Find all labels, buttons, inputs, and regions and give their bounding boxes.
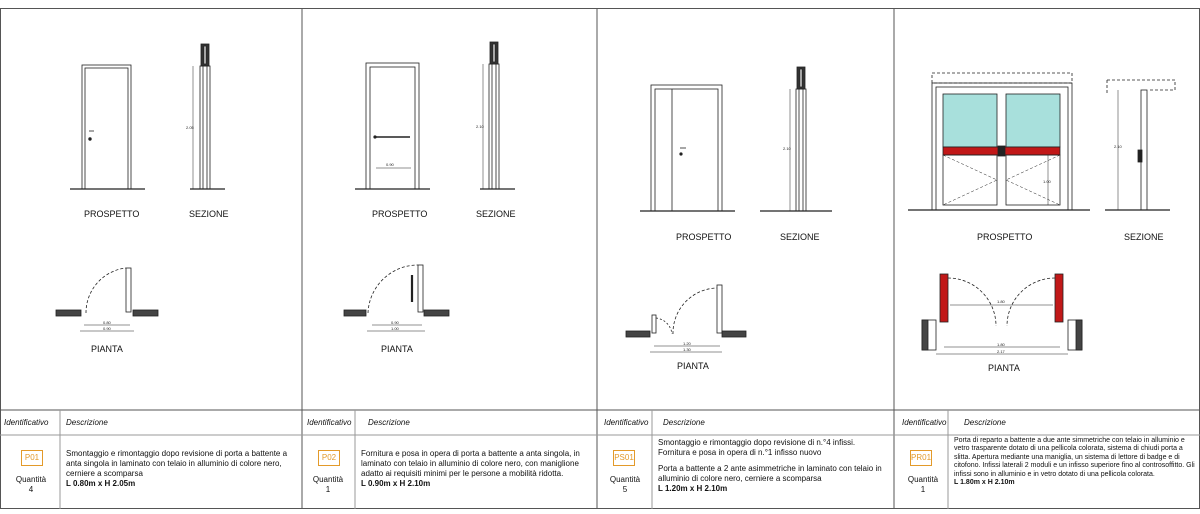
pr01-plan-swing-width: 1.80: [997, 299, 1005, 304]
p01-pianta-label: PIANTA: [91, 344, 123, 354]
pr01-code-badge: PR01: [910, 450, 932, 466]
ps01-section: [760, 67, 832, 211]
p02-code-badge: P02: [318, 450, 340, 466]
p01-code-badge: P01: [21, 450, 43, 466]
pr01-elevation-height: 1.00: [1043, 179, 1051, 184]
p01-description-text: Smontaggio e rimontaggio dopo revisione di porta a battente a anta singola in laminato con telaio in alluminio di colore nero, cerniere a scomparsa: [66, 449, 288, 478]
p02-description-text: Fornitura e posa in opera di porta a battente a anta singola, in laminato con telaio in alluminio di colore nero, con maniglione adatto ai requisiti minimi per le persone a mobilità ridotta.: [361, 449, 580, 478]
p01-description: [66, 449, 296, 489]
table-header-pr01: [894, 410, 1200, 435]
p01-size: L 0.80m x H 2.05m: [66, 479, 136, 488]
p02-elevation-width: 0.90: [386, 162, 394, 167]
p02-section-height: 2.10: [476, 124, 484, 129]
p02-quantity-label: Quantità: [312, 475, 344, 484]
p02-prospetto-label: PROSPETTO: [372, 209, 428, 219]
p02-plan-width-inner: 0.90: [391, 320, 399, 325]
ps01-prospetto-label: PROSPETTO: [676, 232, 732, 242]
ps01-elevation: [640, 85, 735, 211]
pr01-sezione-label: SEZIONE: [1124, 232, 1164, 242]
identificativo-header: Identificativo: [307, 418, 352, 427]
ps01-size: L 1.20m x H 2.10m: [658, 484, 728, 493]
pr01-description: [954, 437, 1196, 487]
p01-section: [190, 44, 225, 189]
descrizione-header: Descrizione: [964, 418, 1006, 427]
p01-elevation: [70, 65, 145, 189]
table-header-p02: [302, 410, 597, 435]
pr01-section-height: 2.10: [1114, 144, 1122, 149]
p02-description: [361, 449, 591, 489]
pr01-elevation: [908, 73, 1090, 210]
p02-pianta-label: PIANTA: [381, 344, 413, 354]
door-schedule-table: [0, 410, 1200, 509]
ps01-sezione-label: SEZIONE: [780, 232, 820, 242]
pr01-plan-width-outer: 2.17: [997, 349, 1005, 354]
ps01-description-line-3: Porta a battente a 2 ante asimmetriche in laminato con telaio in alluminio di colore nero, cerniere a scomparsa: [658, 464, 882, 483]
p02-section: [480, 42, 515, 189]
ps01-pianta-label: PIANTA: [677, 361, 709, 371]
descrizione-header: Descrizione: [66, 418, 108, 427]
ps01-description: [658, 438, 890, 494]
p01-sezione-label: SEZIONE: [189, 209, 229, 219]
p02-size: L 0.90m x H 2.10m: [361, 479, 431, 488]
pr01-quantity-label: Quantità: [907, 475, 939, 484]
p01-section-height: 2.05: [186, 125, 194, 130]
identificativo-header: Identificativo: [902, 418, 947, 427]
pr01-plan-width-inner: 1.80: [997, 342, 1005, 347]
ps01-description-line-2: Fornitura e posa in opera di n.°1 infisso nuovo: [658, 448, 822, 457]
p01-plan-width-inner: 0.80: [103, 320, 111, 325]
pr01-prospetto-label: PROSPETTO: [977, 232, 1033, 242]
ps01-quantity-value: 5: [622, 485, 628, 494]
p01-quantity-label: Quantità: [15, 475, 47, 484]
descrizione-header: Descrizione: [663, 418, 705, 427]
table-header-ps01: [597, 410, 894, 435]
ps01-plan-width-outer: 1.30: [683, 347, 691, 352]
identificativo-header: Identificativo: [604, 418, 649, 427]
p02-elevation: [355, 63, 430, 189]
pr01-pianta-label: PIANTA: [988, 363, 1020, 373]
table-header-p01: [0, 410, 302, 435]
p02-plan-width-outer: 1.00: [391, 326, 399, 331]
ps01-section-height: 2.10: [783, 146, 791, 151]
p02-quantity-value: 1: [325, 485, 331, 494]
identificativo-header: Identificativo: [4, 418, 49, 427]
ps01-plan-width-inner: 1.20: [683, 341, 691, 346]
ps01-description-line-1: Smontaggio e rimontaggio dopo revisione di n.°4 infissi.: [658, 438, 856, 447]
p01-quantity-value: 4: [28, 485, 34, 494]
p01-plan-width-outer: 0.90: [103, 326, 111, 331]
pr01-size: L 1.80m x H 2.10m: [954, 479, 1015, 487]
ps01-quantity-label: Quantità: [609, 475, 641, 484]
p02-sezione-label: SEZIONE: [476, 209, 516, 219]
ps01-code-badge: PS01: [613, 450, 635, 466]
pr01-description-text: Porta di reparto a battente a due ante simmetriche con telaio in alluminio e vetro trasparente dotato di una pellicola colorata, sistema di chiudi porta a slitta. Apertura mediante una maniglia, un sistema di lettore di badge e di citofono. Infissi laterali 2 moduli e un infisso superiore fino al controsoffitto. Gli infissi sono in alluminio e in vetro dotato di una pellicola colorata.: [954, 437, 1195, 478]
pr01-quantity-value: 1: [920, 485, 926, 494]
p01-prospetto-label: PROSPETTO: [84, 209, 140, 219]
descrizione-header: Descrizione: [368, 418, 410, 427]
